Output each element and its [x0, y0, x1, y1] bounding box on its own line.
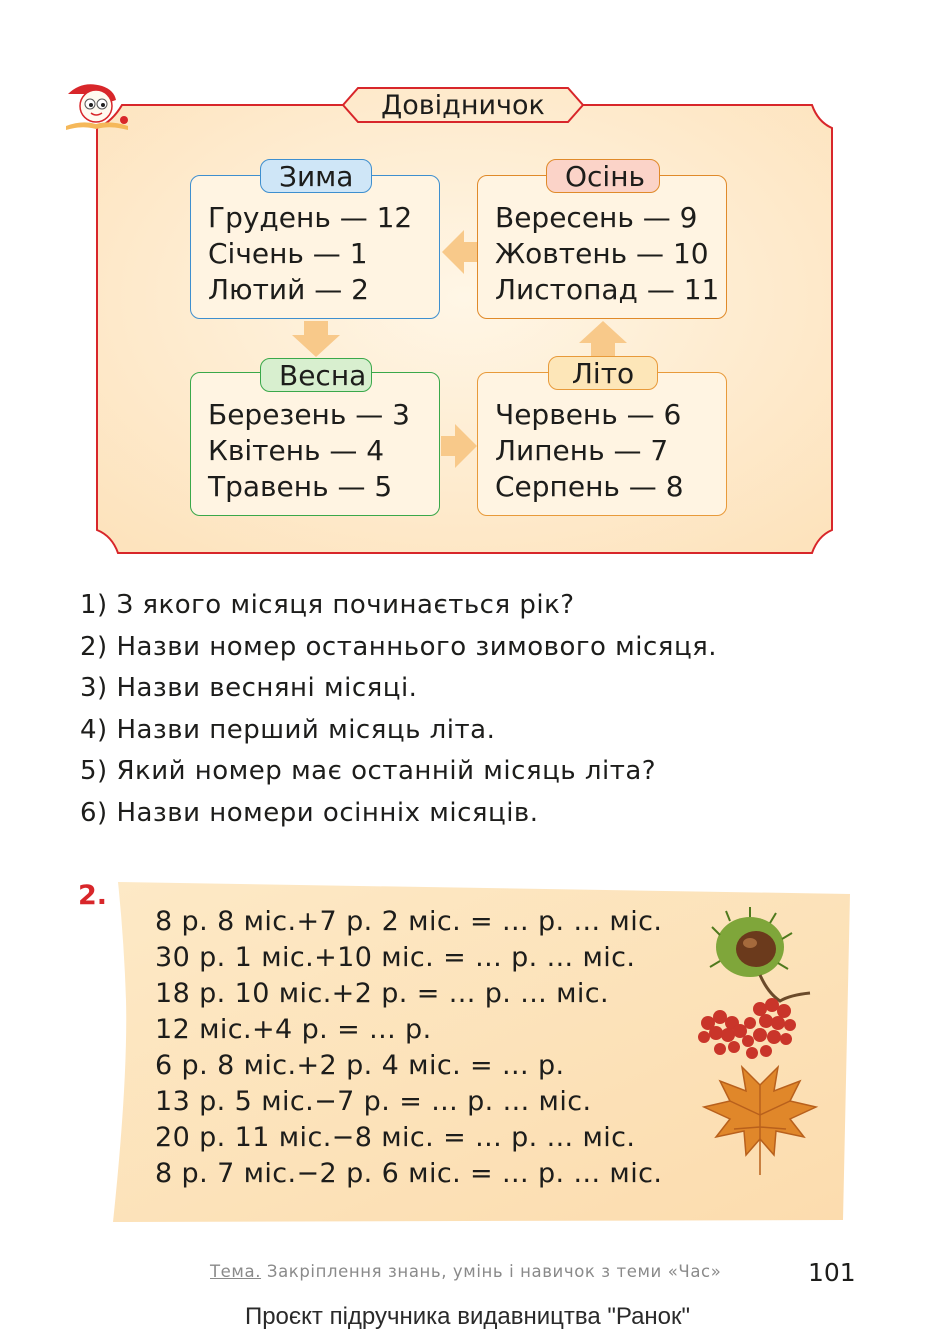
topic-text: Закріплення знань, умінь і навичок з теми «Час» — [266, 1262, 722, 1281]
question-item: 5) Який номер має останній місяць літа? — [80, 756, 657, 786]
summer-box — [477, 372, 727, 516]
exercise-line: 8 р. 7 міс.−2 р. 6 міс. = ... р. ... міс. — [155, 1158, 663, 1189]
page-number: 101 — [808, 1258, 856, 1287]
exercise-line: 6 р. 8 міс.+2 р. 4 міс. = ... р. — [155, 1050, 565, 1081]
topic-label: Тема. — [210, 1262, 262, 1281]
season-label-autumn: Осінь — [546, 159, 660, 193]
task-number: 2. — [78, 880, 108, 911]
arrow-down-icon — [286, 321, 346, 357]
month-line: Вересень — 9 — [495, 201, 698, 234]
arrow-right-icon — [441, 416, 477, 476]
exercise-line: 12 міс.+4 р. = ... р. — [155, 1014, 432, 1045]
arrow-up-icon — [573, 321, 633, 357]
month-line: Липень — 7 — [495, 434, 669, 467]
spring-box — [190, 372, 440, 516]
questions-list — [80, 585, 717, 834]
maple-leaf-icon — [704, 1067, 816, 1175]
season-label-spring: Весна — [260, 358, 372, 392]
question-item: 2) Назви номер останнього зимового місяця. — [80, 631, 718, 662]
reference-title: Довідничок — [381, 90, 545, 121]
month-line: Серпень — 8 — [495, 470, 684, 503]
month-line: Травень — 5 — [208, 470, 393, 503]
exercise-line: 8 р. 8 міс.+7 р. 2 міс. = ... р. ... міс. — [155, 906, 663, 937]
month-line: Червень — 6 — [495, 398, 682, 431]
autumn-decoration — [690, 905, 840, 1195]
question-item: 4) Назви перший місяць літа. — [80, 714, 496, 745]
publisher-note: Проєкт підручника видавництва "Ранок" — [244, 1303, 691, 1330]
month-line: Січень — 1 — [208, 237, 368, 270]
question-item: 1) З якого місяця починається рік? — [80, 590, 575, 620]
exercise-line: 13 р. 5 міс.−7 р. = ... р. ... міс. — [155, 1086, 592, 1117]
footer-topic — [210, 1262, 721, 1281]
arrow-left-icon — [442, 222, 478, 282]
month-line: Листопад — 11 — [495, 273, 720, 306]
question-item: 3) Назви весняні місяці. — [80, 673, 418, 703]
month-line: Лютий — 2 — [208, 273, 369, 306]
rowan-berries-icon — [698, 998, 796, 1059]
exercise-line: 18 р. 10 міс.+2 р. = ... р. ... міс. — [155, 978, 610, 1009]
exercise-line: 30 р. 1 міс.+10 міс. = ... р. ... міс. — [155, 942, 636, 973]
season-label-summer: Літо — [548, 356, 658, 390]
month-line: Квітень — 4 — [208, 434, 385, 467]
month-line: Березень — 3 — [208, 398, 410, 431]
autumn-box — [477, 175, 727, 319]
season-label-winter: Зима — [260, 159, 372, 193]
exercise-line: 20 р. 11 міс.−8 міс. = ... р. ... міс. — [155, 1122, 636, 1153]
chestnut-icon — [710, 907, 792, 977]
exercise-list — [155, 904, 662, 1192]
mascot-icon — [62, 80, 137, 135]
question-item: 6) Назви номери осінніх місяців. — [80, 797, 539, 828]
winter-box — [190, 175, 440, 319]
month-line: Жовтень — 10 — [495, 237, 709, 270]
month-line: Грудень — 12 — [208, 201, 413, 234]
